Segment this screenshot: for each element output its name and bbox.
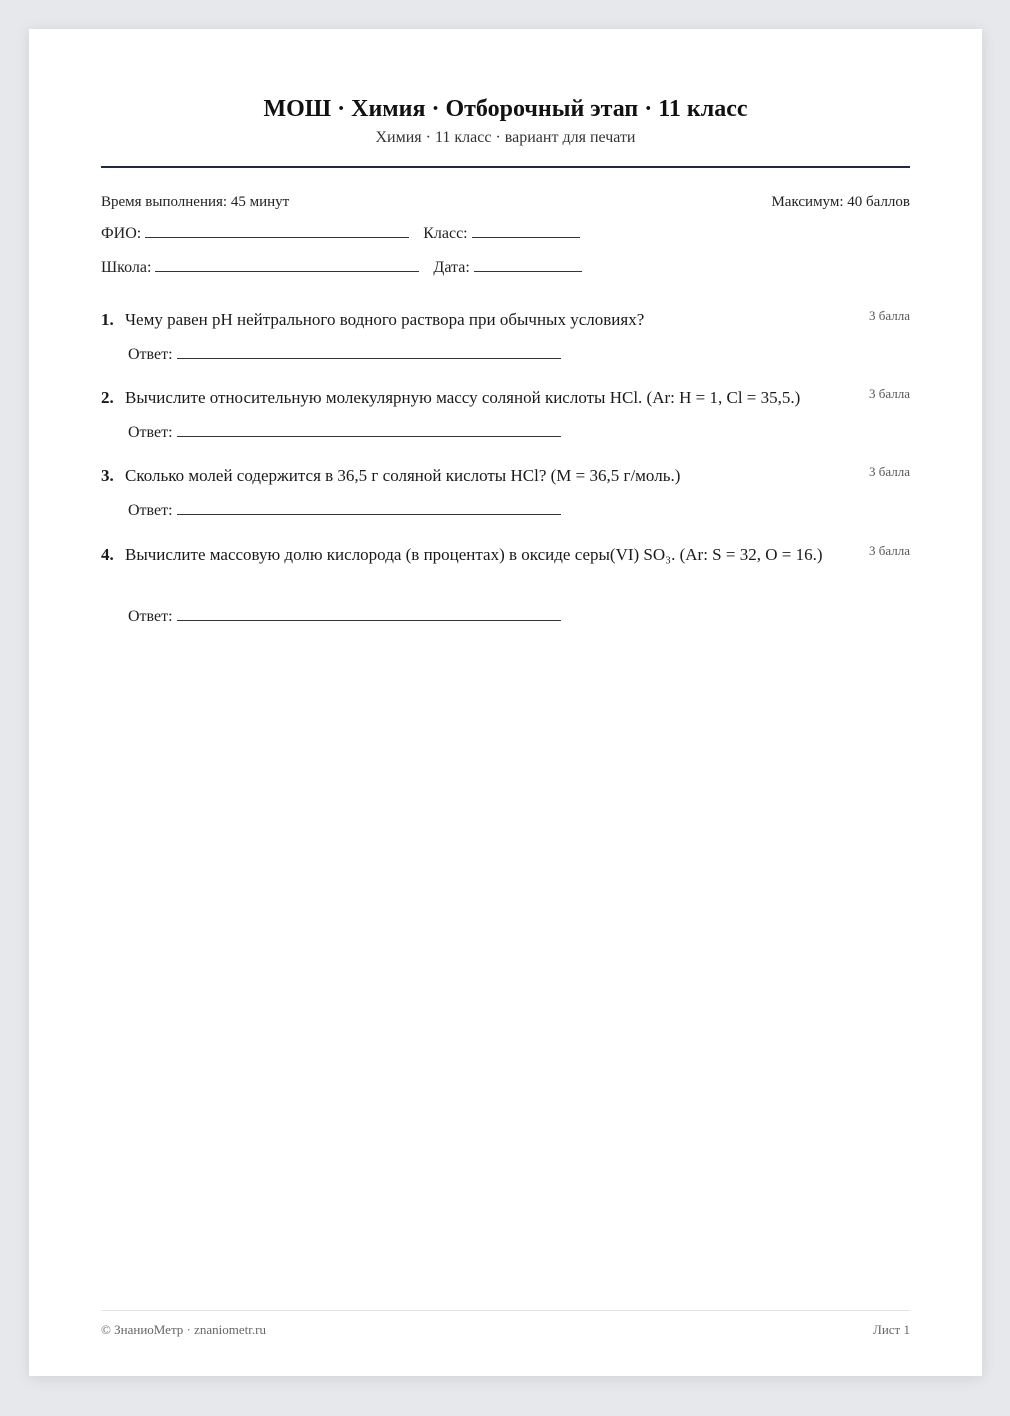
time-limit: Время выполнения: 45 минут [101, 194, 290, 210]
answer-field[interactable] [128, 607, 561, 627]
school-blank[interactable] [155, 259, 419, 272]
question-1 [101, 306, 910, 366]
footer-copyright: © ЗнаниоМетр · znaniometr.ru [101, 1322, 266, 1337]
fio-label: ФИО: [101, 225, 142, 242]
question-points: 3 балла [869, 464, 910, 479]
question-text: Чему равен pH нейтрального водного раствора при обычных условиях? [125, 310, 645, 329]
class-field[interactable] [423, 224, 579, 244]
date-field[interactable] [433, 258, 581, 278]
question-points: 3 балла [869, 543, 910, 558]
question-number: 2. [101, 388, 114, 407]
answer-label: Ответ: [128, 502, 173, 519]
sheet-footer [101, 1321, 910, 1339]
footer-divider [101, 1310, 910, 1311]
fio-field[interactable] [101, 224, 409, 244]
header-divider [101, 166, 910, 168]
class-blank[interactable] [472, 225, 580, 238]
question-text: Сколько молей содержится в 36,5 г соляной кислоты HCl? (M = 36,5 г/моль.) [125, 466, 681, 485]
sheet-header [101, 93, 910, 149]
fio-blank[interactable] [145, 225, 409, 238]
page-subtitle: Химия · 11 класс · вариант для печати [375, 129, 636, 146]
answer-field[interactable] [128, 423, 561, 443]
question-points: 3 балла [869, 308, 910, 323]
question-number: 1. [101, 310, 114, 329]
answer-label: Ответ: [128, 608, 173, 625]
sheet-number: Лист 1 [873, 1322, 910, 1337]
date-blank[interactable] [474, 259, 582, 272]
question-3 [101, 462, 910, 522]
question-text: Вычислите массовую долю кислорода (в процентах) в оксиде серы(VI) SO₃. (Ar: S = 32, O = 16.) [125, 545, 823, 564]
date-label: Дата: [433, 259, 470, 276]
school-field[interactable] [101, 258, 419, 278]
question-4 [101, 541, 910, 631]
class-label: Класс: [423, 225, 468, 242]
answer-field[interactable] [128, 501, 561, 521]
question-2 [101, 384, 910, 444]
question-text: Вычислите относительную молекулярную массу соляной кислоты HCl. (Ar: H = 1, Cl = 35,5.) [125, 388, 801, 407]
question-points: 3 балла [869, 386, 910, 401]
answer-blank[interactable] [177, 502, 561, 515]
question-number: 3. [101, 466, 114, 485]
school-label: Школа: [101, 259, 152, 276]
answer-blank[interactable] [177, 346, 561, 359]
field-row-fio-class [101, 224, 910, 244]
answer-blank[interactable] [177, 424, 561, 437]
answer-field[interactable] [128, 345, 561, 365]
question-number: 4. [101, 545, 114, 564]
answer-blank[interactable] [177, 608, 561, 621]
answer-label: Ответ: [128, 346, 173, 363]
answer-label: Ответ: [128, 424, 173, 441]
page-title: МОШ · Химия · Отборочный этап · 11 класс [263, 96, 748, 122]
exam-sheet [29, 29, 982, 1376]
max-score: Максимум: 40 баллов [771, 194, 910, 210]
exam-meta [101, 192, 910, 212]
field-row-school-date [101, 258, 910, 278]
